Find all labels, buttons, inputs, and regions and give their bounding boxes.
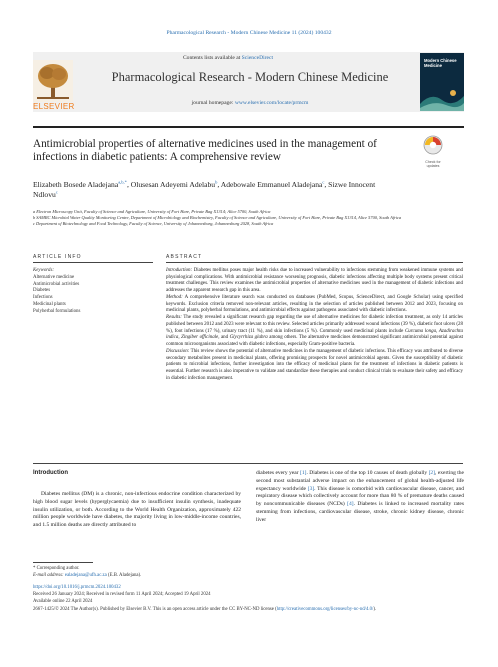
author[interactable] (33, 180, 131, 189)
keyword-item: Alternative medicine (33, 274, 75, 280)
abstract-intro-label: Introduction: (166, 268, 193, 273)
keywords-block (33, 268, 143, 315)
keyword-item: Antimicrobial activities (33, 281, 80, 287)
abstract-plant-last: Glycyrrhiza glabra (229, 335, 268, 341)
author-affiliation-marker[interactable]: c (322, 179, 325, 184)
keyword-item: Polyherbal formulations (33, 308, 81, 314)
right-text-b: . Diabetes is one of the top 10 causes of death globally (306, 470, 428, 476)
check-updates-icon (422, 134, 444, 156)
introduction-heading: Introduction (33, 470, 68, 476)
received-dates: Received 26 January 2024; Received in revised form 11 April 2024; Accepted 19 April 2024 (33, 592, 211, 598)
cover-artwork (420, 86, 464, 111)
elsevier-wordmark: ELSEVIER (33, 102, 75, 111)
email-suffix: (E.B. Aladejana). (107, 572, 142, 578)
keyword-item: Medicinal plants (33, 301, 66, 307)
abstract-results (166, 315, 463, 349)
author[interactable] (221, 180, 328, 189)
author-name: Olusesan Adeyemi Adelabu (130, 179, 216, 189)
right-text-e: . Diabetes is linked to increased mortality rates stemming from infections, cardiovascular disease, stroke, chronic kidney disease, chronic liver (256, 501, 464, 523)
author-separator: , (126, 179, 131, 189)
author-list (33, 179, 393, 201)
abstract-discussion-label: Discussion: (166, 348, 190, 354)
abstract-intro-text: Diabetes mellitus poses major health risks due to increased vulnerability to infections stemming from weakened immune systems and physiological complications. With antimicrobial resistance worsening prognosis, diabetic infections affecting multiple body systems present critical treatment challenges. This review examines the antimicrobial properties of alternative medicines used in the management of diabetic infections and addresses the apparent research gap in this area. (166, 268, 464, 294)
affiliation: c Department of Biotechnology and Food Technology, Faculty of Science, University of Johannesburg, Johannesburg 2028, South Africa (33, 221, 274, 227)
available-online: Available online 22 April 2024 (33, 599, 93, 605)
author[interactable] (131, 180, 221, 189)
author-name: Elizabeth Bosede Aladejana (33, 179, 119, 189)
email-line (33, 573, 333, 580)
abstract-results-and: and (220, 335, 229, 341)
keywords-list (33, 275, 143, 316)
affiliation: b SAMRC Microbial Water Quality Monitoring Centre, Department of Microbiology and Biochemistry, Faculty of Science and Agriculture, University of Fort Hare, Private Bag X1314, Alice 5700, South Africa (33, 215, 402, 221)
abstract-results-label: Results: (166, 315, 182, 321)
contents-prefix: Contents lists available at (182, 55, 241, 61)
ref-link-3[interactable]: [3] (307, 485, 315, 492)
author-separator: , (324, 179, 329, 189)
check-for-updates-badge[interactable] (422, 134, 444, 168)
homepage-prefix: journal homepage: (191, 100, 234, 106)
keyword-item: Diabetes (33, 288, 51, 294)
journal-citation-link[interactable]: Pharmacological Research - Modern Chinese Medicine 11 (2024) 100432 (166, 30, 332, 36)
abstract-bottom-rule (33, 463, 463, 464)
article-info-rule (33, 262, 153, 263)
body-right-column (256, 470, 464, 525)
doi-link[interactable]: https://doi.org/10.1016/j.prmcm.2024.100432 (33, 585, 121, 590)
affiliation-list (33, 209, 463, 227)
footnote-rule (33, 562, 93, 563)
abstract-body (166, 268, 463, 382)
abstract-heading: ABSTRACT (166, 254, 203, 260)
elsevier-tree-logo (33, 60, 73, 102)
publication-info (33, 584, 463, 613)
email-link[interactable]: ealadejana@ufh.ac.za (64, 572, 107, 578)
homepage-link[interactable]: www.elsevier.com/locate/prmcm (234, 100, 309, 106)
license-text-a: 2667-1425/© 2024 The Author(s). Published by Elsevier B.V. This is an open access article under the CC BY-NC-ND license ( (33, 606, 277, 612)
license-line (33, 606, 463, 613)
body-left-column: Diabetes mellitus (DM) is a chronic, non-infectious endocrine condition characterized by high blood sugar levels (hyperglycaemia) due to insufficient insulin synthesis, inadequate insulin utilization, or both. According to the World Health Organization, approximately 422 million people worldwide have diabetes, the majority living in low-middle-income countries, and 1.5 million deaths are directly attributed to (33, 491, 241, 529)
author-name: Sizwe Innocent Ndlovu (33, 179, 376, 200)
ref-link-4[interactable]: [4] (347, 501, 354, 508)
cover-title: Modern Chinese Medicine (424, 58, 457, 69)
abstract-results-text-a: The study revealed a significant research gap regarding the use of alternative medicines for diabetic infection treatment, as only 14 articles published between 2012 and 2023 were relevant to this review. Selected articles primarily addressed wound infections (39 %), diabetic foot ulcers (28 %), foot infections (17 %), urinary tract (11 %), and skin infections (5 %). Commonly used medicinal plants include (166, 315, 463, 334)
check-updates-label: Check for updates (425, 160, 441, 168)
corresponding-author-note: * Corresponding author. (33, 566, 80, 571)
abstract-method (166, 295, 463, 315)
abstract-results-text-b: among others. The alternative medicines demonstrated significant antimicrobial potential against common microorganisms associated with diabetic infections, especially Gram-positive bacteria. (166, 335, 463, 348)
sciencedirect-link[interactable]: ScienceDirect (241, 55, 274, 61)
author-affiliation-marker[interactable]: b (215, 179, 218, 184)
abstract-discussion (166, 349, 463, 383)
author-affiliation-marker[interactable]: c (55, 189, 58, 195)
article-title: Antimicrobial properties of alternative medicines used in the management of infections in diabetic patients: A comprehensive review (33, 138, 377, 164)
abstract-method-label: Method: (166, 294, 183, 300)
ref-link-1[interactable]: [1] (300, 470, 307, 476)
author-affiliation-marker[interactable]: a,b,* (118, 179, 127, 184)
abstract-method-text: A comprehensive literature search was conducted on databases (PubMed, Scopus, ScienceDirect, and Google Scholar) using specified keywords. Exclusion criteria removed non-relevant articles, resulting in the selection of articles published between 2012 and 2023, focusing on medicinal plants, polyherbal formulations, and antimicrobial effects against pathogens associated with diabetic infections. (166, 294, 463, 314)
license-text-b: ). (373, 606, 377, 612)
affiliation: a Electron Microscopy Unit, Faculty of Science and Agriculture, University of Fort Hare, Private Bag X1314; Alice 5700, South Africa (33, 209, 271, 214)
author-name: Adebowale Emmanuel Aladejana (220, 179, 323, 189)
author-separator: , (217, 179, 221, 189)
email-label: E-mail address: (33, 572, 64, 578)
right-text-a: diabetes every year (256, 470, 299, 476)
keyword-item: Infections (33, 295, 53, 301)
footnote (33, 566, 333, 580)
abstract-discussion-text: This review shows the potential of alternative medicines in the management of diabetic infections. This efficacy was attributed to diverse secondary metabolites present in medicinal plants, offering promising prospects for novel antimicrobial agents. Given the susceptibility of diabetic patients to microbial infections, further investigation into the efficacy of medicinal plants for the treatment of infections in diabetic patients is essential. Further research is also imperative to validate and standardize these therapies and conduct clinical trials to evaluate their safety and efficacy in diabetic infection management. (166, 348, 463, 381)
ref-link-2[interactable]: [2] (428, 470, 436, 476)
license-link[interactable]: http://creativecommons.org/licenses/by-nc-nd/4.0/ (276, 606, 374, 612)
journal-cover-thumbnail (420, 53, 464, 111)
header-divider (33, 126, 464, 128)
contents-available-line (33, 55, 423, 61)
article-info-heading: ARTICLE INFO (33, 254, 82, 260)
abstract-introduction (166, 268, 463, 295)
right-text-d: . This disease is comorbid with cardiovascular disease, cancer, and respiratory disease which collectively account for more than 80 % of premature deaths caused by noncommunicable diseases (NCDs) (256, 485, 464, 508)
journal-homepage-line (75, 100, 425, 106)
keywords-label: Keywords: (33, 268, 55, 273)
abstract-plant-names: Curcuma longa, Azadirachta indica, Zingiber officinale, (166, 328, 463, 341)
right-text-c: , exerting the second most substantial adverse impact on the enhancement of global health-adjusted life expectancy worldwide (256, 470, 464, 492)
abstract-rule (166, 262, 463, 263)
journal-title: Pharmacological Research - Modern Chinese Medicine (111, 70, 389, 84)
